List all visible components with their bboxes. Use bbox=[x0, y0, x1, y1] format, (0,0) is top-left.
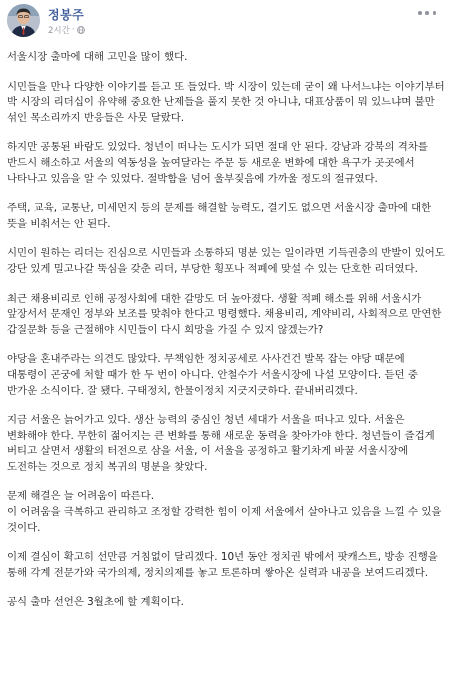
post-paragraph: 시민이 원하는 리더는 진심으로 시민들과 소통하되 명분 있는 일이라면 기득권층의 반발이 있어도 강단 있게 밀고나갈 뚝심을 갖춘 리더, 부당한 횡포나 적폐에 맞설 수 있는 단호한 리더였다. bbox=[7, 247, 445, 275]
post-paragraph: 서울시장 출마에 대해 고민을 많이 했다. bbox=[7, 51, 188, 63]
post-paragraph: 공식 출마 선언은 3월초에 할 계획이다. bbox=[7, 596, 184, 609]
more-options-icon[interactable] bbox=[418, 8, 436, 18]
meta-separator: · bbox=[71, 25, 75, 35]
avatar[interactable] bbox=[7, 4, 40, 37]
post-paragraph: 최근 채용비리로 인해 공정사회에 대한 갈망도 더 높아졌다. 생활 적폐 해소를 위해 서울시가 앞장서서 문재인 정부와 보조를 맞춰야 한다고 명령했다. 채용비리, 계약비리, 사회적으로 만연한 갑질문화 등을 근절해야 시민들이 다시 희망을 가질 수 있지 않겠는가? bbox=[7, 292, 442, 336]
author-name[interactable]: 정봉주 bbox=[48, 8, 85, 22]
post-paragraph: 하지만 공통된 바람도 있었다. 청년이 떠나는 도시가 되면 절대 안 된다. 강남과 강북의 격차를 반드시 해소하고 서울의 역동성을 높여달라는 주문 등 새로운 변화에 대한 욕구가 곳곳에서 나타나고 있음을 알 수 있었다. 절박함을 넘어 울부짖음에 가까울 정도의 절규였다. bbox=[7, 141, 428, 185]
post-meta bbox=[48, 24, 85, 36]
post-paragraph: 이제 결심이 확고히 선만큼 거침없이 달리겠다. 10년 동안 정치권 밖에서 팟캐스트, 방송 진행을 통해 각계 전문가와 국가의제, 정치의제를 놓고 토론하며 쌓아온 실력과 내공을 보여드리겠다. bbox=[7, 551, 438, 579]
post-paragraph: 지금 서울은 늙어가고 있다. 생산 능력의 중심인 청년 세대가 서울을 떠나고 있다. 서울은 변화해야 한다. 무한히 젊어지는 큰 변화를 통해 새로운 동력을 찾아가야 한다. 청년들이 즐겁게 버티고 살면서 생활의 터전으로 삼을 서울, 이 서울을 공정하고 활기차게 바꿀 서울시장에 도전하는 것으로 정치 복귀의 명분을 찾았다. bbox=[7, 414, 435, 473]
post-time[interactable]: 2시간 bbox=[48, 26, 70, 36]
post-body bbox=[7, 50, 445, 625]
profile-photo-icon bbox=[7, 4, 40, 37]
post-paragraph: 주택, 교육, 교통난, 미세먼지 등의 문제를 해결할 능력도, 결기도 없으면 서울시장 출마에 대한 뜻을 비춰서는 안 된다. bbox=[7, 202, 432, 230]
post-paragraph: 시민들을 만나 다양한 이야기를 듣고 또 들었다. 박 시장이 있는데 굳이 왜 나서느냐는 이야기부터 박 시장의 리더십이 유약해 중요한 난제들을 풀지 못한 것 아니냐, 대표상품이 뭐 있느냐며 불만 섞인 목소리까지 반응들은 사뭇 달랐다. bbox=[7, 80, 445, 124]
globe-icon[interactable] bbox=[77, 26, 85, 34]
post-paragraph: 야당을 혼내주라는 의견도 많았다. 무책임한 정치공세로 사사건건 발목 잡는 야당 때문에 대통령이 곤궁에 처할 때가 한 두 번이 아니다. 안철수가 서울시장에 나설 모양이다. 듣던 중 반가운 소식이다. 잘 됐다. 구태정치, 한물이정치 지긋지긋하다. 끝내버리겠다. bbox=[7, 353, 418, 397]
post-paragraph: 문제 해결은 늘 어려움이 따른다. 이 어려움을 극복하고 관리하고 조정할 강력한 힘이 이제 서울에서 살아나고 있음을 느낄 수 있을 것이다. bbox=[7, 490, 442, 534]
post-header bbox=[0, 0, 450, 44]
